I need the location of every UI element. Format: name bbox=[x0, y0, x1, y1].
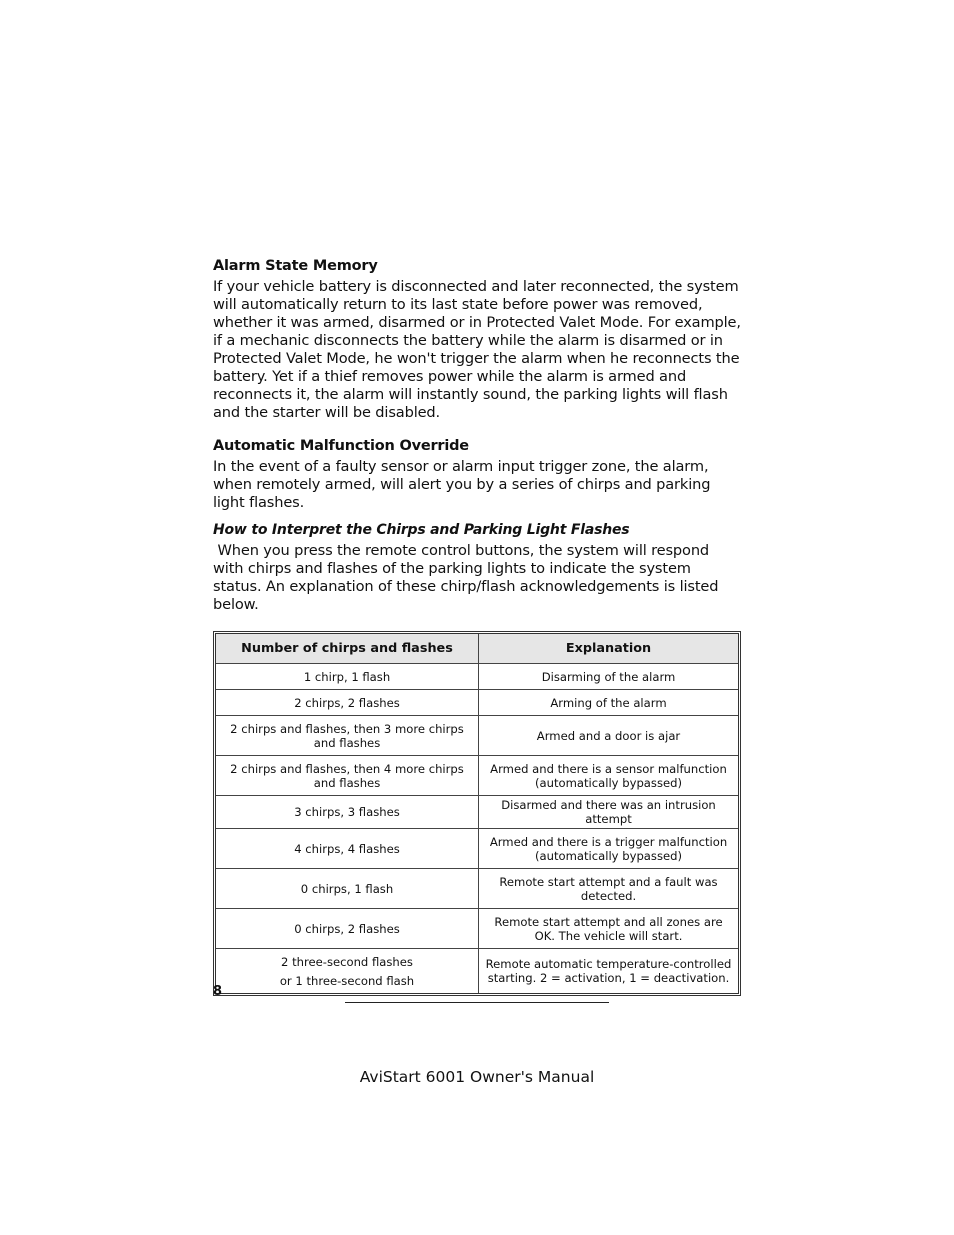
explanation-cell: Arming of the alarm bbox=[479, 690, 738, 716]
malfunction-override-text: In the event of a faulty sensor or alarm input trigger zone, the alarm, when remotely armed, will alert you by a series of chirps and parking light flashes. bbox=[213, 458, 711, 511]
chirps-cell-line-2: or 1 three-second flash bbox=[279, 973, 415, 988]
chirps-cell: 1 chirp, 1 flash bbox=[216, 664, 479, 690]
alarm-state-memory-heading: Alarm State Memory bbox=[213, 258, 378, 274]
explanation-cell: Armed and a door is ajar bbox=[479, 716, 738, 756]
table-row bbox=[216, 869, 738, 909]
table-header-row bbox=[216, 634, 738, 664]
header-explanation: Explanation bbox=[479, 634, 738, 664]
explanation-cell: Remote automatic temperature-controlled starting. 2 = activation, 1 = deactivation. bbox=[485, 957, 732, 985]
footer-divider bbox=[345, 1002, 609, 1003]
explanation-cell: Armed and there is a trigger malfunction (automatically bypassed) bbox=[479, 829, 738, 869]
chirps-cell bbox=[216, 949, 479, 993]
chirps-cell: 0 chirps, 1 flash bbox=[216, 869, 479, 909]
alarm-state-memory-text: If your vehicle battery is disconnected and later reconnected, the system will automatically return to its last state before power was removed, whether it was armed, disarmed or in Protected Valet Mode. For example, if a mechanic disconnects the battery while the alarm is disarmed or in Protected Valet Mode, he won't trigger the alarm when he reconnects the battery. Yet if a thief removes power while the alarm is armed and reconnects it, the alarm will instantly sound, the parking lights will flash and the starter will be disabled. bbox=[213, 278, 741, 421]
chirps-cell: 2 chirps and flashes, then 3 more chirps and flashes bbox=[216, 716, 479, 756]
explanation-cell: Disarmed and there was an intrusion attempt bbox=[479, 796, 738, 829]
interpret-chirps-text bbox=[213, 542, 743, 614]
table-row bbox=[216, 716, 738, 756]
explanation-cell: Armed and there is a sensor malfunction (automatically bypassed) bbox=[479, 756, 738, 796]
chirps-cell-line-1: 2 three-second flashes bbox=[281, 954, 413, 969]
table-row bbox=[216, 796, 738, 829]
spacer bbox=[213, 422, 743, 436]
chirp-flash-table bbox=[213, 631, 741, 996]
malfunction-override-heading: Automatic Malfunction Override bbox=[213, 438, 469, 454]
table-row bbox=[216, 909, 738, 949]
chirps-cell: 2 chirps, 2 flashes bbox=[216, 690, 479, 716]
chirps-cell: 2 chirps and flashes, then 4 more chirps and flashes bbox=[216, 756, 479, 796]
page-number: 8 bbox=[213, 984, 223, 999]
spacer bbox=[213, 614, 743, 631]
chirps-cell: 4 chirps, 4 flashes bbox=[216, 829, 479, 869]
explanation-cell: Disarming of the alarm bbox=[479, 664, 738, 690]
table-row bbox=[216, 756, 738, 796]
explanation-cell: Remote start attempt and a fault was detected. bbox=[479, 869, 738, 909]
chirps-cell: 0 chirps, 2 flashes bbox=[216, 909, 479, 949]
interpret-chirps-text-content: When you press the remote control buttons, the system will respond with chirps and flashes of the parking lights to indicate the system status. An explanation of these chirp/flash acknowledgements is listed below. bbox=[213, 542, 719, 613]
explanation-cell: Remote start attempt and all zones are OK. The vehicle will start. bbox=[479, 909, 738, 949]
table-row bbox=[216, 664, 738, 690]
manual-title: AviStart 6001 Owner's Manual bbox=[359, 1068, 595, 1086]
spacer bbox=[213, 512, 743, 520]
chirps-cell: 3 chirps, 3 flashes bbox=[216, 796, 479, 829]
interpret-chirps-heading: How to Interpret the Chirps and Parking Light Flashes bbox=[213, 522, 630, 538]
table-row bbox=[216, 690, 738, 716]
header-chirps: Number of chirps and flashes bbox=[216, 634, 479, 664]
page-content bbox=[213, 256, 743, 996]
table-row bbox=[216, 949, 738, 993]
table-row bbox=[216, 829, 738, 869]
